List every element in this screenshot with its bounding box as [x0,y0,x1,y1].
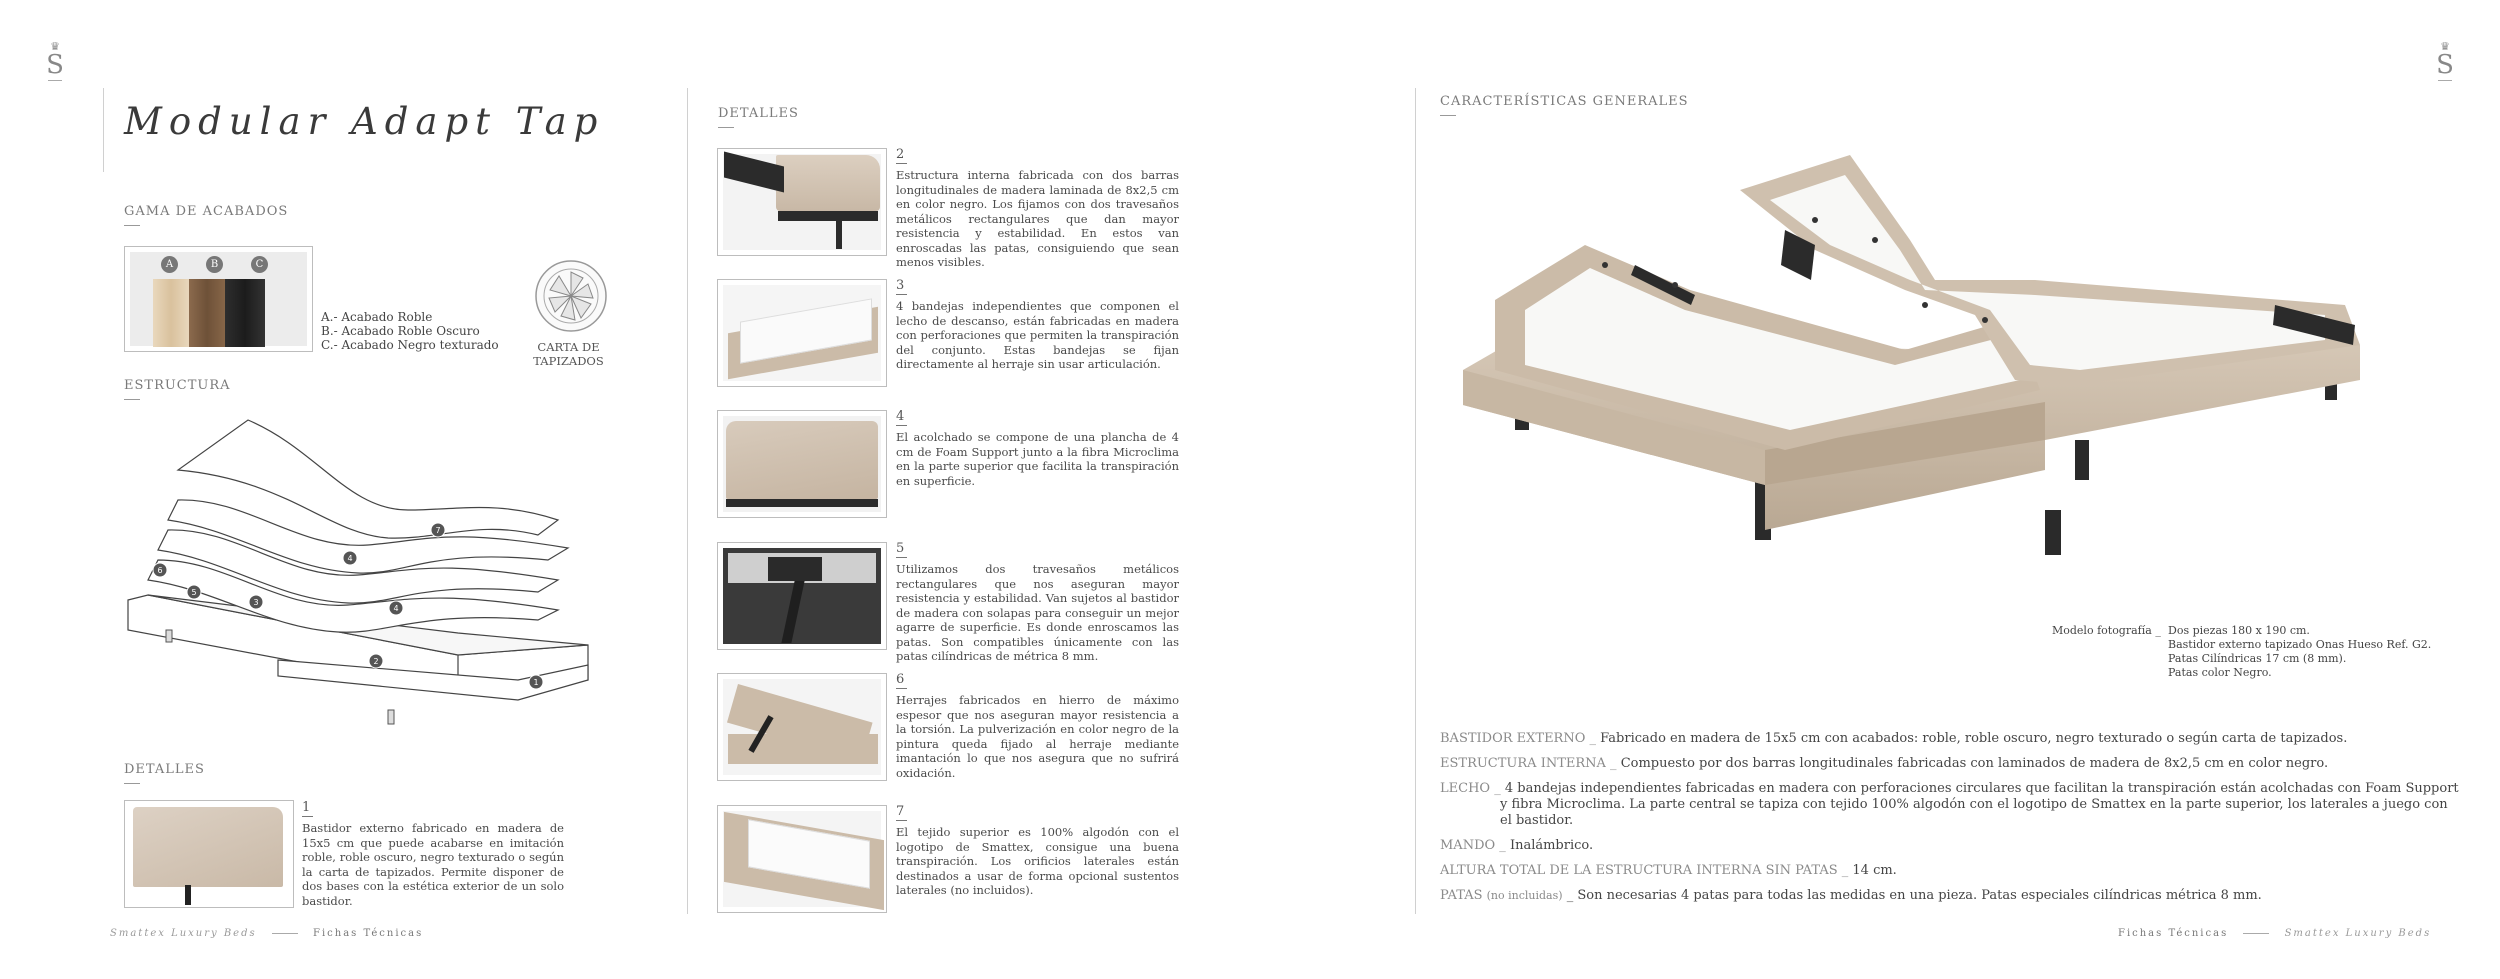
gama-heading: GAMA DE ACABADOS [124,204,288,226]
detail-photo-7 [717,805,887,913]
footer-brand: Smattex Luxury Beds [2284,928,2432,939]
footer-right [2118,928,2431,939]
finish-swatches [124,246,313,352]
detail-number-1: 1 [302,800,313,817]
callout: 2 [373,657,379,666]
finish-item: B.- Acabado Roble Oscuro [321,324,480,338]
swatch-dark-oak [189,279,225,347]
brand-logo-left [40,42,70,81]
photo-model-label: Modelo fotografía _ [2052,624,2161,637]
swatch-label-c: C [251,256,268,273]
detail-number-6: 6 [896,672,907,689]
brand-logo-right [2430,42,2460,81]
footer-section: Fichas Técnicas [313,928,424,939]
bed-product-photo [1455,140,2375,620]
divider-middle [687,88,688,914]
detail-photo-2 [717,148,887,256]
detail-text-1: Bastidor externo fabricado en madera de 15x5 cm que puede acabarse en imitación roble, roble oscuro, negro texturado o según la carta de tapizados. Permite disponer de dos bases con la estética exterior de un solo bastidor. [302,821,564,908]
spec-estructura: ESTRUCTURA INTERNA _ Compuesto por dos barras longitudinales fabricadas con laminados de madera de 8x2,5 cm en color negro. [1440,756,2329,771]
callout: 3 [253,598,259,607]
detalles-mid-heading: DETALLES [718,106,799,128]
detail-number-3: 3 [896,278,907,295]
crown-icon: ♛ [50,40,60,53]
footer-brand: Smattex Luxury Beds [110,928,257,939]
crown-icon: ♛ [2440,40,2450,53]
logo-letter: S [46,50,64,80]
detail-text-2: Estructura interna fabricada con dos barras longitudinales de madera laminada de 8x2,5 cm en color negro. Los fijamos con dos travesaños metálicos rectangulares que dan mayor resistencia y estabilidad. En estos van enroscadas las patas, consiguiendo que sean menos visibles. [896,168,1179,269]
finish-list [321,310,499,352]
detail-text-4: El acolchado se compone de una plancha de 4 cm de Foam Support junto a la fibra Microclima en la parte superior que facilita la transpiración en superficie. [896,430,1179,488]
detalles-left-heading: DETALLES [124,762,205,784]
fabric-swatch-icon [533,258,609,334]
detail-number-2: 2 [896,147,907,164]
detail-text-5: Utilizamos dos travesaños metálicos rectangulares que nos aseguran mayor resistencia y estabilidad. Van sujetos al bastidor de madera con solapas para conseguir un mejor agarre de superficie. Es donde enroscamos las patas. Son compatibles únicamente con las patas cilíndricas de métrica 8 mm. [896,562,1179,663]
carta-tapizados[interactable] [501,258,636,368]
swatch-black [225,279,265,347]
photo-model-details [2168,624,2431,680]
footer-left [110,928,423,939]
detail-number-4: 4 [896,409,907,426]
detail-number-7: 7 [896,804,907,821]
photo-model-line: Patas Cilíndricas 17 cm (8 mm). [2168,652,2347,665]
detail-photo-1 [124,800,294,908]
divider-right [1415,88,1416,914]
photo-model-line: Bastidor externo tapizado Onas Hueso Ref. G2. [2168,638,2432,651]
callout: 6 [157,566,163,575]
detail-photo-6 [717,673,887,781]
detail-text-7: El tejido superior es 100% algodón con el logotipo de Smattex, consigue una buena transpiración. Los orificios laterales están destinados a usar de forma opcional sustentos laterales (no incluidos). [896,825,1179,897]
exploded-structure-diagram [118,410,598,740]
detail-text-3: 4 bandejas independientes que componen el lecho de descanso, están fabricadas en madera con perforaciones que permiten la transpiración del conjunto. Estas bandejas se fijan directamente al herraje sin usar articulación. [896,299,1179,371]
detail-text-6: Herrajes fabricados en hierro de máximo espesor que nos aseguran mayor resistencia a la torsión. La pulverización en color negro de la pintura queda fijado al herraje mediante imantación lo que nos asegura que no sufrirá oxidación. [896,693,1179,780]
callout: 7 [435,526,441,535]
spec-altura: ALTURA TOTAL DE LA ESTRUCTURA INTERNA SIN PATAS _ 14 cm. [1440,863,1897,878]
detail-photo-4 [717,410,887,518]
spec-mando: MANDO _ Inalámbrico. [1440,838,1594,853]
swatch-label-a: A [161,256,178,273]
swatch-label-b: B [206,256,223,273]
detail-photo-5 [717,542,887,650]
callout: 4 [393,604,399,613]
estructura-heading: ESTRUCTURA [124,378,231,400]
spec-bastidor: BASTIDOR EXTERNO _ Fabricado en madera de 15x5 cm con acabados: roble, roble oscuro, negro texturado o según carta de tapizados. [1440,731,2348,746]
spec-lecho: LECHO _ 4 bandejas independientes fabricadas en madera con perforaciones circulares que facilitan la transpiración están acolchadas con Foam Support y fibra Microclima. La parte central se tapiza con tejido 100% algodón con el logotipo de Smattex en la parte superior, los laterales a juego con el bastidor. [1440,781,2459,828]
divider-left [103,88,104,172]
finish-item: C.- Acabado Negro texturado [321,338,499,352]
finish-item: A.- Acabado Roble [321,310,433,324]
swatch-oak [153,279,189,347]
page-title: Modular Adapt Tap [124,100,605,143]
photo-model-line: Dos piezas 180 x 190 cm. [2168,624,2310,637]
callout: 5 [191,588,197,597]
callout: 4 [347,554,353,563]
footer-section: Fichas Técnicas [2118,928,2229,939]
photo-model-line: Patas color Negro. [2168,666,2272,679]
callout: 1 [533,678,539,687]
detail-photo-3 [717,279,887,387]
logo-letter: S [2436,50,2454,80]
detail-number-5: 5 [896,541,907,558]
spec-patas: PATAS (no incluidas) _ Son necesarias 4 patas para todas las medidas en una pieza. Patas especiales cilíndricas métrica 8 mm. [1440,888,2262,903]
carta-label: CARTA DE TAPIZADOS [533,340,604,368]
caracteristicas-heading: CARACTERÍSTICAS GENERALES [1440,94,1689,116]
